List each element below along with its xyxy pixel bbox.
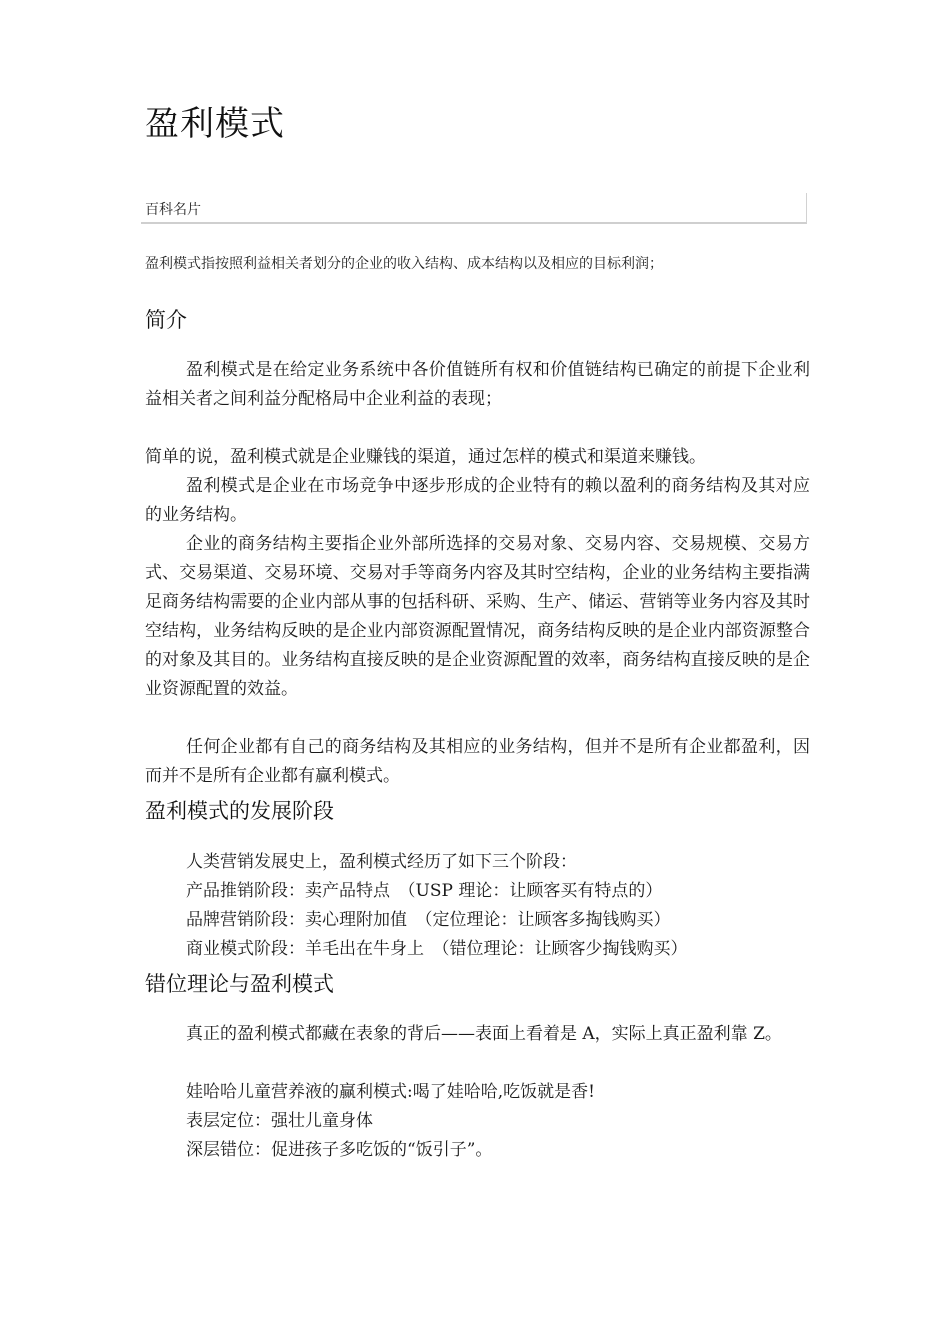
misplace-paragraph-1: 真正的盈利模式都藏在表象的背后——表面上看着是 A，实际上真正盈利靠 Z。	[186, 1024, 782, 1044]
section-heading-intro: 简介	[145, 308, 187, 332]
intro-paragraph-2: 简单的说，盈利模式就是企业赚钱的渠道，通过怎样的模式和渠道来赚钱。	[145, 447, 706, 467]
stages-line: 人类营销发展史上，盈利模式经历了如下三个阶段：	[186, 852, 577, 872]
intro-paragraph-4: 企业的商务结构主要指企业外部所选择的交易对象、交易内容、交易规模、交易方式、交易渠道、交易环境、交易对手等商务内容及其时空结构，企业的业务结构主要指满足商务结构需要的企业内部从事的包括科研、采购、生产、储运、营销等业务内容及其时空结构，业务结构反映的是企业内部资源配置情况，商务结构反映的是企业内部资源整合的对象及其目的。业务结构直接反映的是企业资源配置的效率，商务结构直接反映的是企业资源配置的效益。	[145, 534, 810, 699]
stages-line: 产品推销阶段：卖产品特点 （USP 理论：让顾客买有特点的）	[186, 881, 663, 901]
stages-line: 品牌营销阶段：卖心理附加值 （定位理论：让顾客多掏钱购买）	[186, 910, 671, 930]
section-heading-stages: 盈利模式的发展阶段	[145, 799, 334, 823]
intro-paragraph-5: 任何企业都有自己的商务结构及其相应的业务结构，但并不是所有企业都盈利，因而并不是所有企业都有赢利模式。	[145, 737, 810, 786]
infobox	[141, 193, 807, 224]
misplace-line: 娃哈哈儿童营养液的赢利模式:喝了娃哈哈,吃饭就是香!	[186, 1082, 595, 1102]
infobox-label: 百科名片	[145, 202, 201, 218]
section-heading-misplace: 错位理论与盈利模式	[145, 972, 334, 996]
misplace-line: 深层错位：促进孩子多吃饭的“饭引子”。	[186, 1140, 493, 1160]
summary-text: 盈利模式指按照利益相关者划分的企业的收入结构、成本结构以及相应的目标利润；	[145, 256, 663, 272]
intro-paragraph-1: 盈利模式是在给定业务系统中各价值链所有权和价值链结构已确定的前提下企业利益相关者之间利益分配格局中企业利益的表现；	[145, 360, 810, 409]
page-title: 盈利模式	[145, 104, 285, 144]
intro-paragraph-3: 盈利模式是企业在市场竞争中逐步形成的企业特有的赖以盈利的商务结构及其对应的业务结构。	[145, 476, 810, 525]
stages-line: 商业模式阶段：羊毛出在牛身上 （错位理论：让顾客少掏钱购买）	[186, 939, 688, 959]
misplace-line: 表层定位：强壮儿童身体	[186, 1111, 373, 1131]
